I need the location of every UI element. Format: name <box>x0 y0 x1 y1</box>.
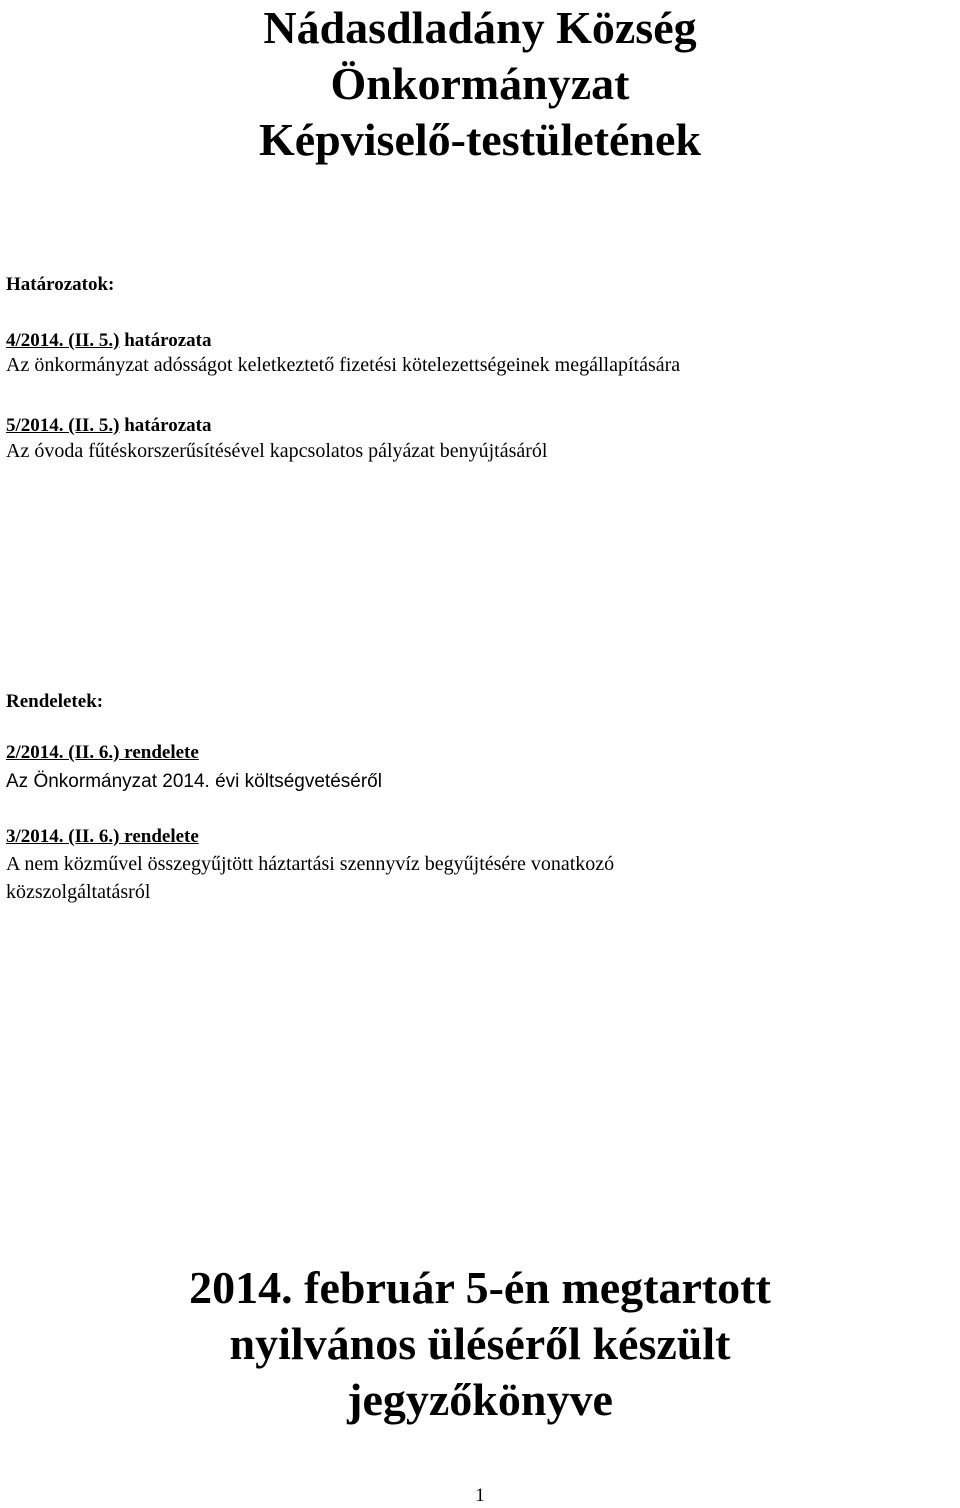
regulation-3-description-line-1: A nem közművel összegyűjtött háztartási szennyvíz begyűjtésére vonatkozó <box>6 853 615 875</box>
resolution-4-reference <box>6 329 211 353</box>
regulation-3-reference <box>6 825 199 849</box>
resolution-5-type: határozata <box>119 415 212 436</box>
document-title <box>0 0 960 168</box>
resolution-5-number: 5/2014. (II. 5.) <box>6 415 120 436</box>
minutes-title-line-3: jegyzőkönyve <box>347 1374 613 1425</box>
resolution-4-description: Az önkormányzat adósságot keletkeztető fizetési kötelezettségeinek megállapítására <box>6 354 681 376</box>
page-number: 1 <box>475 1485 485 1506</box>
regulation-2-reference <box>6 741 199 765</box>
regulation-3-description-line-2: közszolgáltatásról <box>6 881 151 903</box>
title-line-2: Önkormányzat <box>330 58 630 109</box>
regulation-2-number: 2/2014. (II. 6.) <box>6 742 120 763</box>
title-line-1: Nádasdladány Község <box>263 2 697 53</box>
resolution-4-number: 4/2014. (II. 5.) <box>6 330 120 351</box>
regulation-2-description: Az Önkormányzat 2014. évi költségvetéséről <box>6 771 382 792</box>
resolution-5-reference <box>6 414 211 438</box>
regulation-3-number: 3/2014. (II. 6.) <box>6 826 120 847</box>
resolution-5-description: Az óvoda fűtéskorszerűsítésével kapcsolatos pályázat benyújtásáról <box>6 440 548 462</box>
regulation-2-type: rendelete <box>119 742 199 763</box>
minutes-title-line-1: 2014. február 5-én megtartott <box>189 1262 771 1313</box>
minutes-title-line-2: nyilvános üléséről készült <box>229 1318 731 1369</box>
title-line-3: Képviselő-testületének <box>258 114 702 165</box>
regulation-3-type: rendelete <box>119 826 199 847</box>
regulations-heading: Rendeletek: <box>6 691 104 712</box>
resolution-4-type: határozata <box>119 330 212 351</box>
minutes-title <box>0 1260 960 1428</box>
resolutions-heading: Határozatok: <box>6 274 115 295</box>
